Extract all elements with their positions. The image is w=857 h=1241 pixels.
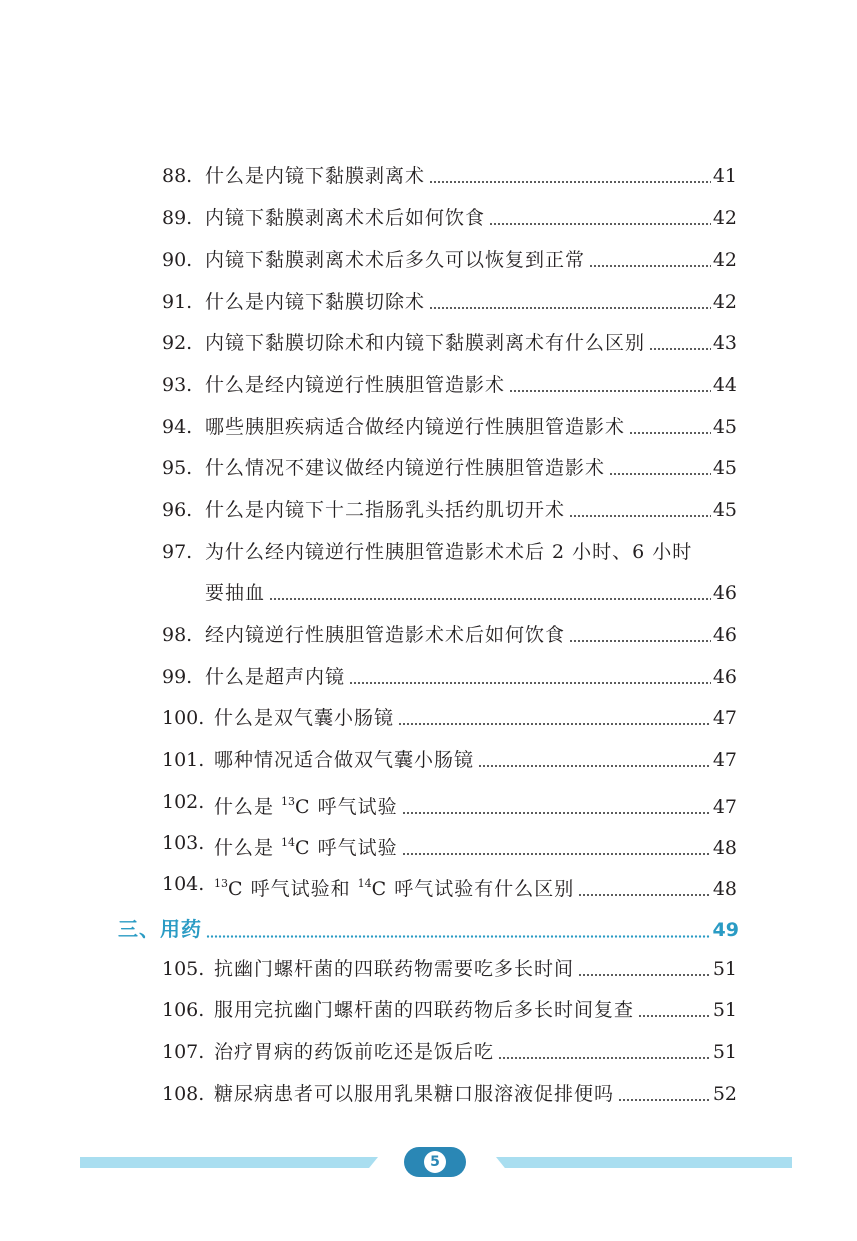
entry-title: 内镜下黏膜切除术和内镜下黏膜剥离术有什么区别 <box>205 332 646 354</box>
entry-page: 42 <box>712 291 737 313</box>
footer-bar-left <box>80 1157 378 1168</box>
entry-number: 104. <box>162 873 205 895</box>
entry-number: 90. <box>162 249 193 271</box>
leader-dots <box>269 598 711 600</box>
entry-title: 糖尿病患者可以服用乳果糖口服溶液促排便吗 <box>214 1083 615 1105</box>
entry-number: 97. <box>162 541 193 563</box>
entry-title: 什么是超声内镜 <box>205 666 346 688</box>
leader-dots <box>429 307 711 309</box>
leader-dots <box>618 1099 711 1101</box>
leader-dots <box>649 348 711 350</box>
toc-entry[interactable] <box>0 161 857 191</box>
entry-page: 42 <box>712 207 737 229</box>
isotope-superscript: 14 <box>357 877 372 890</box>
leader-dots <box>349 682 711 684</box>
entry-page: 51 <box>712 1041 737 1063</box>
section-title: 三、用药 <box>118 917 202 941</box>
section-heading[interactable] <box>0 913 857 945</box>
toc-entry[interactable] <box>0 412 857 442</box>
toc-entry[interactable] <box>0 453 857 483</box>
leader-dots <box>578 974 711 976</box>
toc-entry[interactable] <box>0 995 857 1025</box>
leader-dots <box>569 640 711 642</box>
entry-page: 51 <box>712 958 737 980</box>
leader-dots <box>206 935 711 938</box>
entry-page: 43 <box>712 332 737 354</box>
entry-number: 105. <box>162 958 205 980</box>
toc-entry-continuation[interactable] <box>0 578 857 608</box>
entry-title: 经内镜逆行性胰胆管造影术术后如何饮食 <box>205 624 566 646</box>
entry-page: 46 <box>712 624 737 646</box>
entry-number: 100. <box>162 707 205 729</box>
entry-title: 什么是 $^{14}$C 呼气试验 <box>214 836 398 859</box>
toc-entry[interactable] <box>0 1079 857 1109</box>
entry-page: 47 <box>712 707 737 729</box>
entry-title: 内镜下黏膜剥离术术后如何饮食 <box>205 207 486 229</box>
toc-entry[interactable] <box>0 787 857 817</box>
leader-dots <box>429 181 711 183</box>
leader-dots <box>489 223 711 225</box>
entry-page: 47 <box>712 796 737 818</box>
entry-number: 94. <box>162 416 193 438</box>
entry-title: 抗幽门螺杆菌的四联药物需要吃多长时间 <box>214 958 575 980</box>
toc-entry[interactable] <box>0 203 857 233</box>
leader-dots <box>578 894 711 896</box>
entry-page: 45 <box>712 499 737 521</box>
leader-dots <box>398 723 711 725</box>
entry-page: 45 <box>712 416 737 438</box>
entry-page: 42 <box>712 249 737 271</box>
page-number: 5 <box>424 1151 446 1173</box>
toc-entry[interactable] <box>0 370 857 400</box>
section-page: 49 <box>712 919 739 941</box>
entry-page: 44 <box>712 374 737 396</box>
isotope-superscript: 13 <box>281 795 296 808</box>
entry-number: 103. <box>162 832 205 854</box>
entry-page: 48 <box>712 878 737 900</box>
entry-page: 45 <box>712 457 737 479</box>
entry-title: 什么是双气囊小肠镜 <box>214 707 395 729</box>
leader-dots <box>638 1015 711 1017</box>
toc-entry[interactable] <box>0 745 857 775</box>
entry-page: 52 <box>712 1083 737 1105</box>
entry-page: 46 <box>712 666 737 688</box>
toc-entry[interactable] <box>0 328 857 358</box>
toc-entry[interactable] <box>0 869 857 899</box>
entry-page: 41 <box>712 165 737 187</box>
entry-title: 什么是内镜下黏膜剥离术 <box>205 165 426 187</box>
entry-number: 92. <box>162 332 193 354</box>
entry-page: 51 <box>712 999 737 1021</box>
entry-title: 为什么经内镜逆行性胰胆管造影术术后 2 小时、6 小时 <box>205 541 693 563</box>
entry-title: $^{13}$C 呼气试验和 $^{14}$C 呼气试验有什么区别 <box>214 877 575 900</box>
entry-number: 98. <box>162 624 193 646</box>
entry-number: 101. <box>162 749 205 771</box>
entry-number: 107. <box>162 1041 205 1063</box>
toc-entry[interactable] <box>0 620 857 650</box>
entry-title: 哪种情况适合做双气囊小肠镜 <box>214 749 475 771</box>
entry-title: 哪些胰胆疾病适合做经内镜逆行性胰胆管造影术 <box>205 416 626 438</box>
entry-page: 46 <box>712 582 737 604</box>
leader-dots <box>478 765 711 767</box>
toc-entry[interactable] <box>0 1037 857 1067</box>
entry-number: 102. <box>162 791 205 813</box>
toc-entry[interactable] <box>0 828 857 858</box>
leader-dots <box>402 812 711 814</box>
toc-entry[interactable] <box>0 662 857 692</box>
entry-number: 95. <box>162 457 193 479</box>
leader-dots <box>629 432 711 434</box>
entry-number: 108. <box>162 1083 205 1105</box>
footer-bar-right <box>496 1157 792 1168</box>
toc-entry[interactable] <box>0 287 857 317</box>
entry-title: 什么是内镜下黏膜切除术 <box>205 291 426 313</box>
leader-dots <box>569 515 711 517</box>
entry-title: 什么是经内镜逆行性胰胆管造影术 <box>205 374 506 396</box>
entry-title: 什么是 $^{13}$C 呼气试验 <box>214 795 398 818</box>
leader-dots <box>509 390 711 392</box>
entry-page: 48 <box>712 837 737 859</box>
entry-page: 47 <box>712 749 737 771</box>
entry-number: 91. <box>162 291 193 313</box>
leader-dots <box>609 473 711 475</box>
toc-entry[interactable] <box>0 703 857 733</box>
entry-title-continued: 要抽血 <box>205 582 266 604</box>
entry-number: 88. <box>162 165 193 187</box>
isotope-superscript: 13 <box>214 877 228 890</box>
isotope-superscript: 14 <box>281 836 296 849</box>
entry-title: 什么情况不建议做经内镜逆行性胰胆管造影术 <box>205 457 606 479</box>
toc-entry[interactable] <box>0 537 857 567</box>
entry-title: 治疗胃病的药饭前吃还是饭后吃 <box>214 1041 495 1063</box>
toc-entry[interactable] <box>0 495 857 525</box>
page-number-badge <box>404 1147 466 1177</box>
entry-number: 96. <box>162 499 193 521</box>
entry-number: 93. <box>162 374 193 396</box>
leader-dots <box>589 265 711 267</box>
leader-dots <box>498 1057 711 1059</box>
leader-dots <box>402 853 711 855</box>
entry-title: 什么是内镜下十二指肠乳头括约肌切开术 <box>205 499 566 521</box>
entry-title: 内镜下黏膜剥离术术后多久可以恢复到正常 <box>205 249 586 271</box>
entry-number: 99. <box>162 666 193 688</box>
toc-entry[interactable] <box>0 954 857 984</box>
entry-number: 106. <box>162 999 205 1021</box>
entry-title: 服用完抗幽门螺杆菌的四联药物后多长时间复查 <box>214 999 635 1021</box>
toc-entry[interactable] <box>0 245 857 275</box>
entry-number: 89. <box>162 207 193 229</box>
